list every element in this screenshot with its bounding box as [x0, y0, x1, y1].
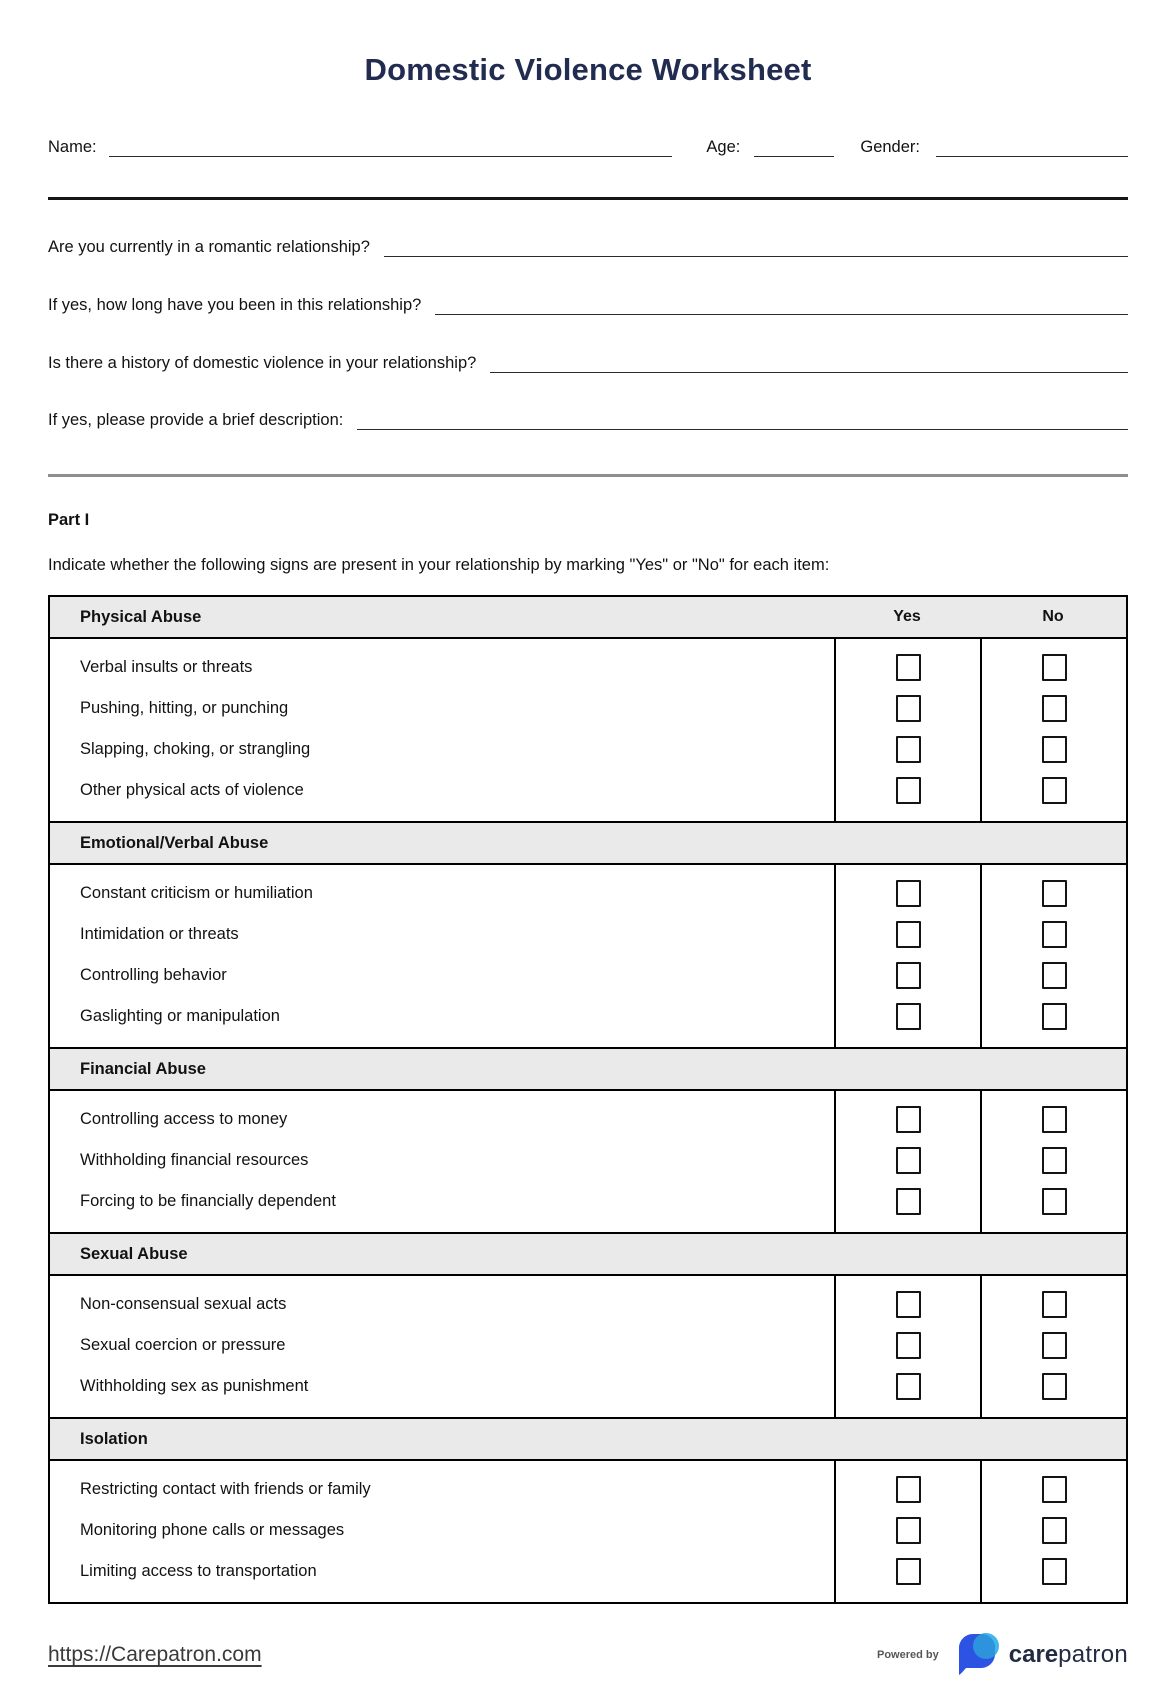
section-title: Emotional/Verbal Abuse	[80, 833, 269, 852]
yes-checkbox[interactable]	[896, 1332, 921, 1359]
yes-cell	[836, 1510, 980, 1551]
wordmark-care: care	[1008, 1641, 1059, 1669]
checklist-item-label: Verbal insults or threats	[80, 658, 253, 677]
age-input-line[interactable]	[754, 136, 834, 157]
no-column	[980, 865, 1126, 1047]
question-answer-line[interactable]	[384, 237, 1128, 258]
yes-cell	[836, 729, 980, 770]
yes-column	[834, 1091, 980, 1232]
footer	[48, 1630, 1128, 1680]
yes-cell	[836, 1325, 980, 1366]
no-cell	[982, 1284, 1126, 1325]
question-row	[48, 410, 1128, 431]
section-body-sexual-abuse	[50, 1276, 1126, 1419]
question-label: Is there a history of domestic violence in your relationship?	[48, 353, 477, 372]
yes-checkbox[interactable]	[896, 962, 921, 989]
section-title: Financial Abuse	[80, 1059, 206, 1078]
section-header-sexual-abuse	[50, 1234, 1126, 1276]
checklist-item-label: Intimidation or threats	[80, 925, 239, 944]
item-labels	[50, 1276, 834, 1417]
no-column	[980, 1461, 1126, 1602]
question-row	[48, 352, 1128, 373]
section-title: Physical Abuse	[80, 607, 202, 626]
checklist-item-label: Other physical acts of violence	[80, 781, 304, 800]
yes-checkbox[interactable]	[896, 880, 921, 907]
yes-column-header: Yes	[893, 608, 921, 626]
wordmark-patron: patron	[1058, 1641, 1128, 1669]
carepatron-wordmark	[1009, 1641, 1128, 1669]
section-title: Isolation	[80, 1429, 148, 1448]
identity-row	[48, 136, 1128, 157]
yes-checkbox[interactable]	[896, 1558, 921, 1585]
page-title: Domestic Violence Worksheet	[364, 52, 812, 87]
section-title: Sexual Abuse	[80, 1244, 188, 1263]
question-label: Are you currently in a romantic relationship?	[48, 238, 370, 257]
checklist-item-label: Slapping, choking, or strangling	[80, 740, 311, 759]
no-column-header: No	[1042, 608, 1064, 626]
item-labels	[50, 639, 834, 821]
yes-cell	[836, 1099, 980, 1140]
carepatron-brand	[877, 1630, 1128, 1680]
checklist-item-label: Sexual coercion or pressure	[80, 1336, 286, 1355]
no-checkbox[interactable]	[1042, 1558, 1067, 1585]
no-checkbox[interactable]	[1042, 1147, 1067, 1174]
no-cell	[982, 1551, 1126, 1592]
checklist-item-label: Monitoring phone calls or messages	[80, 1521, 345, 1540]
checklist-item-label: Controlling behavior	[80, 966, 227, 985]
yes-checkbox[interactable]	[896, 1373, 921, 1400]
no-cell	[982, 1325, 1126, 1366]
no-checkbox[interactable]	[1042, 777, 1067, 804]
yes-cell	[836, 1551, 980, 1592]
no-checkbox[interactable]	[1042, 921, 1067, 948]
checklist-item-label: Limiting access to transportation	[80, 1562, 317, 1581]
question-label: If yes, please provide a brief description:	[48, 411, 344, 430]
checklist-item-label: Forcing to be financially dependent	[80, 1192, 336, 1211]
section-header-financial-abuse	[50, 1049, 1126, 1091]
yes-cell	[836, 1284, 980, 1325]
yes-cell	[836, 1140, 980, 1181]
question-answer-line[interactable]	[490, 352, 1128, 373]
yes-cell	[836, 647, 980, 688]
section-header-emotional-verbal-abuse	[50, 823, 1126, 865]
worksheet-page	[0, 52, 1176, 1680]
yes-column	[834, 1276, 980, 1417]
question-answer-line[interactable]	[435, 294, 1128, 315]
no-checkbox[interactable]	[1042, 1373, 1067, 1400]
section-body-physical-abuse	[50, 639, 1126, 823]
checklist-item-label: Gaslighting or manipulation	[80, 1007, 280, 1026]
question-row	[48, 294, 1128, 315]
gender-label: Gender:	[860, 137, 920, 156]
no-checkbox[interactable]	[1042, 1291, 1067, 1318]
no-cell	[982, 770, 1126, 811]
yes-column	[834, 639, 980, 821]
no-cell	[982, 1469, 1126, 1510]
yes-checkbox[interactable]	[896, 1003, 921, 1030]
yes-cell	[836, 1366, 980, 1407]
yes-cell	[836, 770, 980, 811]
carepatron-logo-icon	[951, 1630, 1003, 1680]
gender-input-line[interactable]	[936, 136, 1128, 157]
yes-checkbox[interactable]	[896, 1291, 921, 1318]
checklist-item-label: Withholding sex as punishment	[80, 1377, 309, 1396]
no-cell	[982, 996, 1126, 1037]
divider-top	[48, 197, 1128, 200]
yes-checkbox[interactable]	[896, 1188, 921, 1215]
section-body-financial-abuse	[50, 1091, 1126, 1234]
no-cell	[982, 647, 1126, 688]
yes-checkbox[interactable]	[896, 1517, 921, 1544]
yes-checkbox[interactable]	[896, 654, 921, 681]
question-label: If yes, how long have you been in this relationship?	[48, 295, 422, 314]
yes-checkbox[interactable]	[896, 736, 921, 763]
yes-checkbox[interactable]	[896, 921, 921, 948]
no-checkbox[interactable]	[1042, 1188, 1067, 1215]
no-column	[980, 1091, 1126, 1232]
no-cell	[982, 914, 1126, 955]
part1-heading: Part I	[48, 511, 90, 530]
age-label: Age:	[706, 137, 741, 156]
no-cell	[982, 1099, 1126, 1140]
no-cell	[982, 1366, 1126, 1407]
no-checkbox[interactable]	[1042, 962, 1067, 989]
yes-cell	[836, 996, 980, 1037]
no-cell	[982, 1181, 1126, 1222]
checklist-item-label: Pushing, hitting, or punching	[80, 699, 289, 718]
yes-checkbox[interactable]	[896, 777, 921, 804]
yes-cell	[836, 1181, 980, 1222]
signs-checklist-table	[48, 595, 1128, 1604]
section-header-isolation	[50, 1419, 1126, 1461]
question-row	[48, 237, 1128, 258]
no-checkbox[interactable]	[1042, 1332, 1067, 1359]
no-cell	[982, 729, 1126, 770]
no-checkbox[interactable]	[1042, 1476, 1067, 1503]
part1-instruction: Indicate whether the following signs are present in your relationship by marking "Yes" or "No" for each item:	[48, 556, 830, 575]
yes-cell	[836, 955, 980, 996]
section-header-physical-abuse	[50, 597, 1126, 639]
checklist-item-label: Constant criticism or humiliation	[80, 884, 313, 903]
no-checkbox[interactable]	[1042, 1003, 1067, 1030]
no-checkbox[interactable]	[1042, 880, 1067, 907]
no-checkbox[interactable]	[1042, 695, 1067, 722]
no-column	[980, 639, 1126, 821]
powered-by-label: Powered by	[877, 1649, 939, 1662]
item-labels	[50, 865, 834, 1047]
no-cell	[982, 1140, 1126, 1181]
no-checkbox[interactable]	[1042, 1106, 1067, 1133]
item-labels	[50, 1461, 834, 1602]
checklist-item-label: Controlling access to money	[80, 1110, 288, 1129]
yes-checkbox[interactable]	[896, 1147, 921, 1174]
no-cell	[982, 688, 1126, 729]
yes-column	[834, 1461, 980, 1602]
checklist-item-label: Withholding financial resources	[80, 1151, 309, 1170]
checklist-item-label: Restricting contact with friends or family	[80, 1480, 371, 1499]
yes-cell	[836, 1469, 980, 1510]
no-column	[980, 1276, 1126, 1417]
yes-cell	[836, 914, 980, 955]
carepatron-link[interactable]: https://Carepatron.com	[48, 1643, 262, 1667]
no-checkbox[interactable]	[1042, 654, 1067, 681]
no-checkbox[interactable]	[1042, 1517, 1067, 1544]
no-cell	[982, 873, 1126, 914]
section-body-emotional-verbal-abuse	[50, 865, 1126, 1049]
no-checkbox[interactable]	[1042, 736, 1067, 763]
yes-cell	[836, 873, 980, 914]
yes-column	[834, 865, 980, 1047]
no-cell	[982, 955, 1126, 996]
yes-checkbox[interactable]	[896, 695, 921, 722]
name-input-line[interactable]	[109, 136, 673, 157]
divider-section	[48, 474, 1128, 477]
yes-checkbox[interactable]	[896, 1476, 921, 1503]
question-answer-line[interactable]	[357, 410, 1128, 431]
no-cell	[982, 1510, 1126, 1551]
yes-cell	[836, 688, 980, 729]
name-label: Name:	[48, 137, 97, 156]
section-body-isolation	[50, 1461, 1126, 1602]
checklist-item-label: Non-consensual sexual acts	[80, 1295, 287, 1314]
yes-checkbox[interactable]	[896, 1106, 921, 1133]
item-labels	[50, 1091, 834, 1232]
